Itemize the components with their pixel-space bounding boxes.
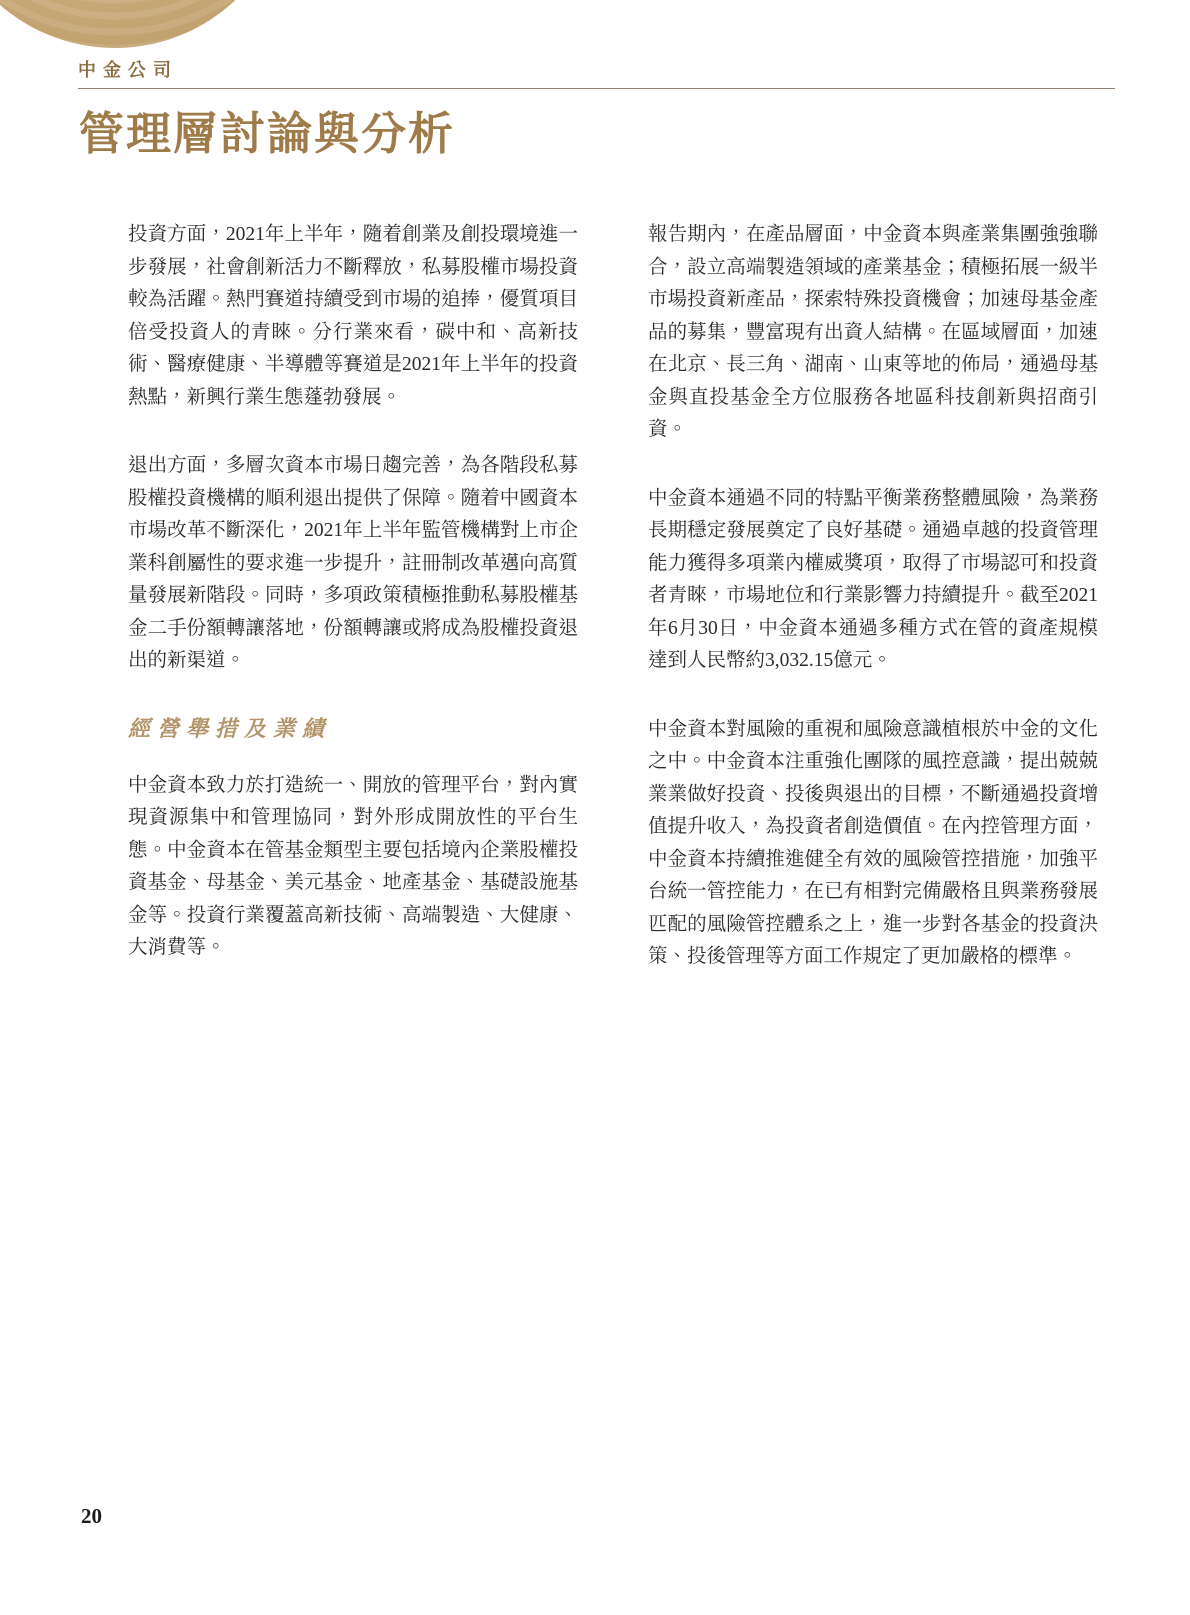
page-number: 20 bbox=[81, 1504, 102, 1528]
body-paragraph: 中金資本致力於打造統一、開放的管理平台，對內實現資源集中和管理協同，對外形成開放性的平台生態。中金資本在管基金類型主要包括境內企業股權投資基金、母基金、美元基金、地產基金、基礎設施基金等。投資行業覆蓋高新技術、高端製造、大健康、大消費等。 bbox=[128, 774, 578, 958]
body-paragraph: 報告期內，在產品層面，中金資本與產業集團強強聯合，設立高端製造領域的產業基金；積極拓展一級半市場投資新產品，探索特殊投資機會；加速母基金產品的募集，豐富現有出資人結構。在區域層面，加速在北京、長三角、湖南、山東等地的佈局，通過母基金與直投基金全方位服務各地區科技創新與招商引資。 bbox=[648, 224, 1098, 440]
body-paragraph: 投資方面，2021年上半年，隨着創業及創投環境進一步發展，社會創新活力不斷釋放，私募股權市場投資較為活躍。熱門賽道持續受到市場的追捧，優質項目倍受投資人的青睞。分行業來看，碳中和、高新技術、醫療健康、半導體等賽道是2021年上半年的投資熱點，新興行業生態蓬勃發展。 bbox=[128, 224, 578, 408]
right-column bbox=[648, 219, 1098, 974]
company-name: 中金公司 bbox=[78, 60, 178, 80]
left-column bbox=[128, 219, 578, 965]
cicc-medallion-logo-icon bbox=[0, 0, 290, 48]
page-title: 管理層討論與分析 bbox=[79, 109, 456, 159]
header-divider bbox=[78, 88, 1115, 89]
body-paragraph: 中金資本對風險的重視和風險意識植根於中金的文化之中。中金資本注重強化團隊的風控意識，提出兢兢業業做好投資、投後與退出的目標，不斷通過投資增值提升收入，為投資者創造價值。在內控管理方面，中金資本持續推進健全有效的風險管控措施，加強平台統一管控能力，在已有相對完備嚴格且與業務發展匹配的風險管控體系之上，進一步對各基金的投資決策、投後管理等方面工作規定了更加嚴格的標準。 bbox=[648, 718, 1098, 967]
body-paragraph: 退出方面，多層次資本市場日趨完善，為各階段私募股權投資機構的順利退出提供了保障。隨着中國資本市場改革不斷深化，2021年上半年監管機構對上市企業科創屬性的要求進一步提升，註冊制改革邁向高質量發展新階段。同時，多項政策積極推動私募股權基金二手份額轉讓落地，份額轉讓或將成為股權投資退出的新渠道。 bbox=[128, 455, 578, 671]
body-paragraph: 中金資本通過不同的特點平衡業務整體風險，為業務長期穩定發展奠定了良好基礎。通過卓越的投資管理能力獲得多項業內權威獎項，取得了市場認可和投資者青睞，市場地位和行業影響力持續提升。截至2021年6月30日，中金資本通過多種方式在管的資產規模達到人民幣約3,032.15億元。 bbox=[648, 487, 1098, 671]
section-subheading: 經營舉措及業績 bbox=[128, 715, 332, 741]
